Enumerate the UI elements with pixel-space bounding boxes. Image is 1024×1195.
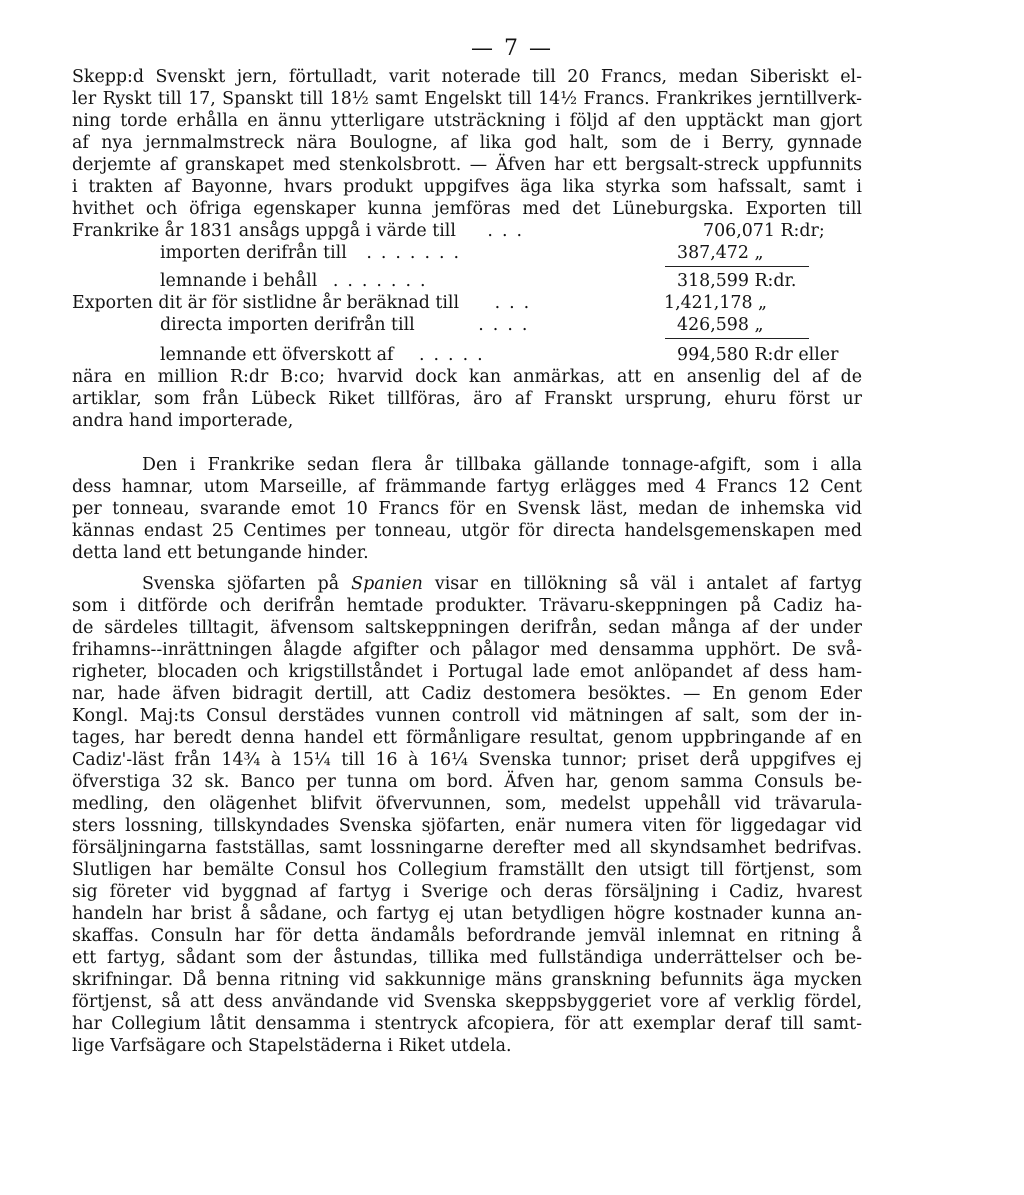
page-number: — 7 — <box>471 36 553 61</box>
leader-dots: ... <box>494 293 539 313</box>
row-value: 994,580 R:dr eller <box>677 345 839 365</box>
text-line: af nya jernmalmstreck nära Boulogne, af lika god halt, som de i Berry, gynnade <box>72 133 862 153</box>
text-line: derjemte af granskapet med stenkolsbrott. — Äfven har ett bergsalt-streck uppfunnits <box>72 155 862 175</box>
row-value: 387,472 „ <box>677 243 764 263</box>
text-line: Slutligen har bemälte Consul hos Collegium framställt den utsigt till förtjenst, som <box>72 860 862 880</box>
text-line: hvithet och öfriga egenskaper kunna jemföras med det Lüneburgska. Exporten till <box>72 199 862 219</box>
text-line: sig företer vid byggnad af fartyg i Sverige och deras försäljning i Cadiz, hvarest <box>72 882 862 902</box>
text-line: Skepp:d Svenskt jern, förtulladt, varit noterade till 20 Francs, medan Siberiskt el- <box>72 67 862 87</box>
leader-dots: ....... <box>366 243 469 263</box>
sum-rule <box>665 338 809 339</box>
table-row <box>160 314 536 336</box>
text-line: Cadiz'-läst från 14¾ à 15¼ till 16 à 16¼ Svenska tunnor; priset derå uppgifves ej <box>72 750 862 770</box>
leader-dots: ..... <box>418 345 492 365</box>
table-row <box>72 220 531 242</box>
text-line: i trakten af Bayonne, hvars produkt uppgifves äga lika styrka som hafssalt, samt i <box>72 177 862 197</box>
text-line: skaffas. Consuln har för detta ändamåls befordrande jemväl inlemnat en ritning å <box>72 926 862 946</box>
row-value: 426,598 „ <box>677 315 764 335</box>
row-label: importen derifrån till <box>160 243 347 263</box>
table-row <box>160 344 492 366</box>
text-line: medling, den olägenhet blifvit öfvervunnen, som, medelst uppehåll vid trävarula- <box>72 794 862 814</box>
row-label: lemnande i behåll <box>160 271 318 291</box>
text-line: som i ditförde och derifrån hemtade produkter. Trävaru-skeppningen på Cadiz ha- <box>72 596 862 616</box>
table-row <box>72 292 538 314</box>
text-line: tages, har beredt denna handel ett förmånligare resultat, genom uppbringande af en <box>72 728 862 748</box>
text-line: frihamns--inrättningen ålagde afgifter och pålagor med densamma upphört. De svå- <box>72 640 862 660</box>
text-line: ett fartyg, sådant som der åstundas, tillika med fullständiga underrättelser och be- <box>72 948 862 968</box>
text-line <box>142 573 862 595</box>
text-line: öfverstiga 32 sk. Banco per tunna om bord. Äfven har, genom samma Consuls be- <box>72 772 862 792</box>
text-line: nar, hade äfven bidragit dertill, att Cadiz destomera besöktes. — En genom Eder <box>72 684 862 704</box>
text-line: artiklar, som från Lübeck Riket tillföras, äro af Franskt ursprung, ehuru först ur <box>72 389 862 409</box>
text-line: Den i Frankrike sedan flera år tillbaka gällande tonnage-afgift, som i alla <box>142 455 862 475</box>
text-line: andra hand importerade, <box>72 411 294 431</box>
row-value: 706,071 R:dr; <box>703 221 825 241</box>
text-run: visar en tillökning så väl i antalet af fartyg <box>422 574 863 594</box>
sum-rule <box>665 266 809 267</box>
row-label: Exporten dit är för sistlidne år beräknad till <box>72 293 460 313</box>
table-row <box>160 270 435 292</box>
text-line: righeter, blocaden och krigstillståndet i Portugal lade emot anlöpandet af dess ham- <box>72 662 862 682</box>
text-line: de särdeles tilltagit, äfvensom saltskeppningen derifrån, sedan många af der under <box>72 618 862 638</box>
leader-dots: ... <box>487 221 532 241</box>
text-line: per tonneau, svarande emot 10 Francs för en Svensk läst, medan de inhemska vid <box>72 499 862 519</box>
country-name-italic: Spanien <box>351 574 423 594</box>
text-line: ning torde erhålla en ännu ytterligare utsträckning i följd af den upptäckt man gjort <box>72 111 862 131</box>
leader-dots: ....... <box>332 271 435 291</box>
text-run: Svenska sjöfarten på <box>142 574 352 594</box>
row-label: lemnande ett öfverskott af <box>160 345 394 365</box>
text-line: lige Varfsägare och Stapelstäderna i Riket utdela. <box>72 1036 512 1056</box>
leader-dots: .... <box>478 315 537 335</box>
row-label: Frankrike år 1831 ansågs uppgå i värde till <box>72 221 456 241</box>
text-line: sters lossning, tillskyndades Svenska sjöfarten, enär numera viten för liggedagar vid <box>72 816 862 836</box>
text-line: skrifningar. Då benna ritning vid sakkunnige mäns granskning befunnits äga mycken <box>72 970 862 990</box>
table-row <box>160 242 468 264</box>
text-line: försäljningarna fastställas, samt lossningarne derefter med all skyndsamhet bedrifvas. <box>72 838 862 858</box>
row-value: 318,599 R:dr. <box>677 271 797 291</box>
text-line: ler Ryskt till 17, Spanskt till 18½ samt Engelskt till 14½ Francs. Frankrikes jerntillverk- <box>72 89 862 109</box>
text-line: förtjenst, så att dess användande vid Svenska skeppsbyggeriet vore af verklig fördel, <box>72 992 862 1012</box>
row-label: directa importen derifrån till <box>160 315 415 335</box>
text-line: nära en million R:dr B:co; hvarvid dock kan anmärkas, att en ansenlig del af de <box>72 367 862 387</box>
text-line: handeln har brist å sådane, och fartyg ej utan betydligen högre kostnader kunna an- <box>72 904 862 924</box>
text-line: kännas endast 25 Centimes per tonneau, utgör för directa handelsgemenskapen med <box>72 521 862 541</box>
text-line: har Collegium låtit densamma i stentryck afcopiera, för att exemplar deraf till samt- <box>72 1014 862 1034</box>
row-value: 1,421,178 „ <box>664 293 768 313</box>
text-line: Kongl. Maj:ts Consul derstädes vunnen controll vid mätningen af salt, som der in- <box>72 706 862 726</box>
text-line: dess hamnar, utom Marseille, af främmande fartyg erlägges med 4 Francs 12 Cent <box>72 477 862 497</box>
text-line: detta land ett betungande hinder. <box>72 543 369 563</box>
